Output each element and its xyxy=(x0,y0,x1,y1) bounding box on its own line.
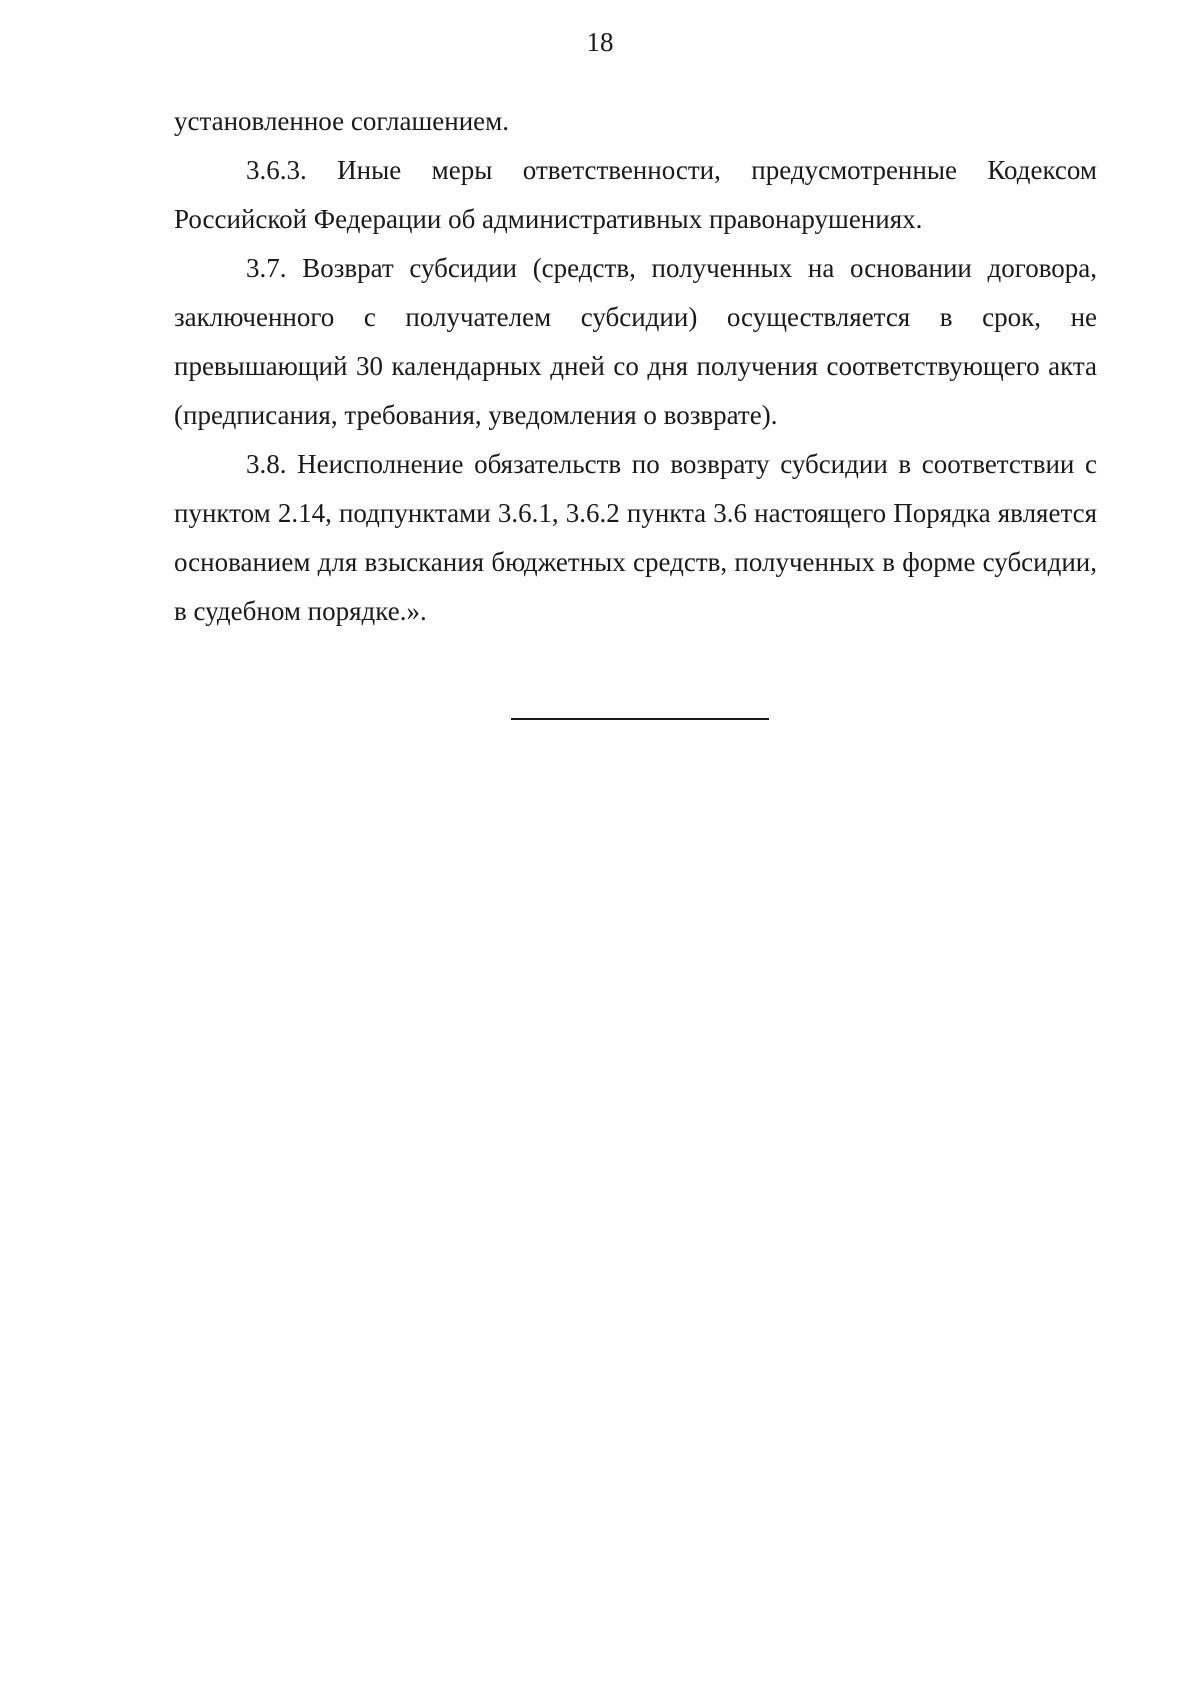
paragraph-3-7: 3.7. Возврат субсидии (средств, полученных на основании договора, заключенного с получателем субсидии) осуществляется в срок, не превышающий 30 календарных дней со дня получения соответствующего акта (предписания, требования, уведомления о возврате). xyxy=(174,253,1097,430)
page-number: 18 xyxy=(586,27,614,57)
paragraph-3-8: 3.8. Неисполнение обязательств по возврату субсидии в соответствии с пунктом 2.14, подпунктами 3.6.1, 3.6.2 пункта 3.6 настоящего Порядка является основанием для взыскания бюджетных средств, полученных в форме субсидии, в судебном порядке.». xyxy=(174,449,1097,626)
end-separator-line xyxy=(511,718,769,720)
paragraph-3-6-3: 3.6.3. Иные меры ответственности, предусмотренные Кодексом Российской Федерации об административных правонарушениях. xyxy=(174,155,1097,234)
paragraph-continuation: установленное соглашением. xyxy=(174,106,509,136)
document-body xyxy=(174,97,1097,636)
